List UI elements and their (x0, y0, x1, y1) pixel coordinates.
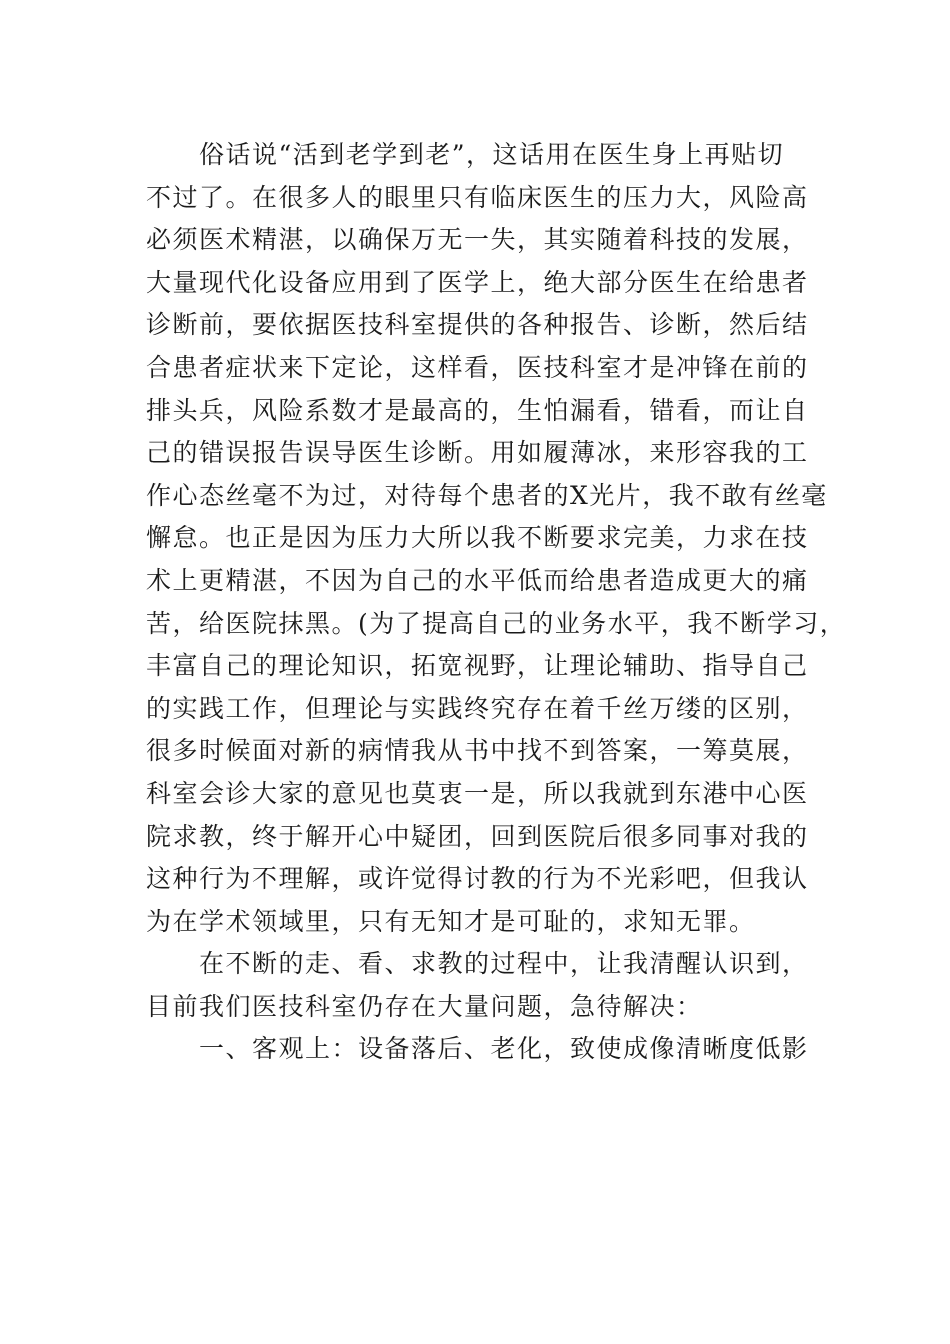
text-line: 术上更精湛，不因为自己的水平低而给患者造成更大的痛 (146, 565, 809, 595)
text-line: 排头兵，风险系数才是最高的，生怕漏看，错看，而让自 (146, 395, 809, 425)
text-line: 懈怠。也正是因为压力大所以我不断要求完美，力求在技 (146, 523, 809, 553)
text-line: 在不断的走、看、求教的过程中，让我清醒认识到， (199, 949, 809, 979)
text-line: 己的错误报告误导医生诊断。用如履薄冰，来形容我的工 (146, 438, 809, 468)
text-line: 丰富自己的理论知识，拓宽视野，让理论辅助、指导自己 (146, 651, 809, 681)
text-line: 一、客观上：设备落后、老化，致使成像清晰度低影 (199, 1034, 809, 1064)
body-text (146, 134, 846, 1071)
text-line: 俗话说“活到老学到老”，这话用在医生身上再贴切 (199, 140, 785, 169)
text-line: 很多时候面对新的病情我从书中找不到答案，一筹莫展， (146, 736, 809, 766)
text-line: 院求教，终于解开心中疑团，回到医院后很多同事对我的 (146, 821, 809, 851)
text-line: 必须医术精湛，以确保万无一失，其实随着科技的发展， (146, 225, 809, 255)
text-line: 诊断前，要依据医技科室提供的各种报告、诊断，然后结 (146, 310, 809, 340)
text-line: 苦，给医院抹黑。(为了提高自己的业务水平，我不断学习， (146, 608, 847, 638)
text-line: 科室会诊大家的意见也莫衷一是，所以我就到东港中心医 (146, 778, 809, 808)
text-line: 作心态丝毫不为过，对待每个患者的X光片，我不敢有丝毫 (146, 480, 828, 510)
text-line: 目前我们医技科室仍存在大量问题，急待解决： (146, 991, 703, 1021)
text-line: 大量现代化设备应用到了医学上，绝大部分医生在给患者 (146, 267, 809, 297)
text-line: 合患者症状来下定论，这样看，医技科室才是冲锋在前的 (146, 352, 809, 382)
text-line: 这种行为不理解，或许觉得讨教的行为不光彩吧，但我认 (146, 864, 809, 894)
text-line: 的实践工作，但理论与实践终究存在着千丝万缕的区别， (146, 693, 809, 723)
text-line: 不过了。在很多人的眼里只有临床医生的压力大，风险高 (146, 182, 809, 212)
text-line: 为在学术领域里，只有无知才是可耻的，求知无罪。 (146, 906, 756, 936)
